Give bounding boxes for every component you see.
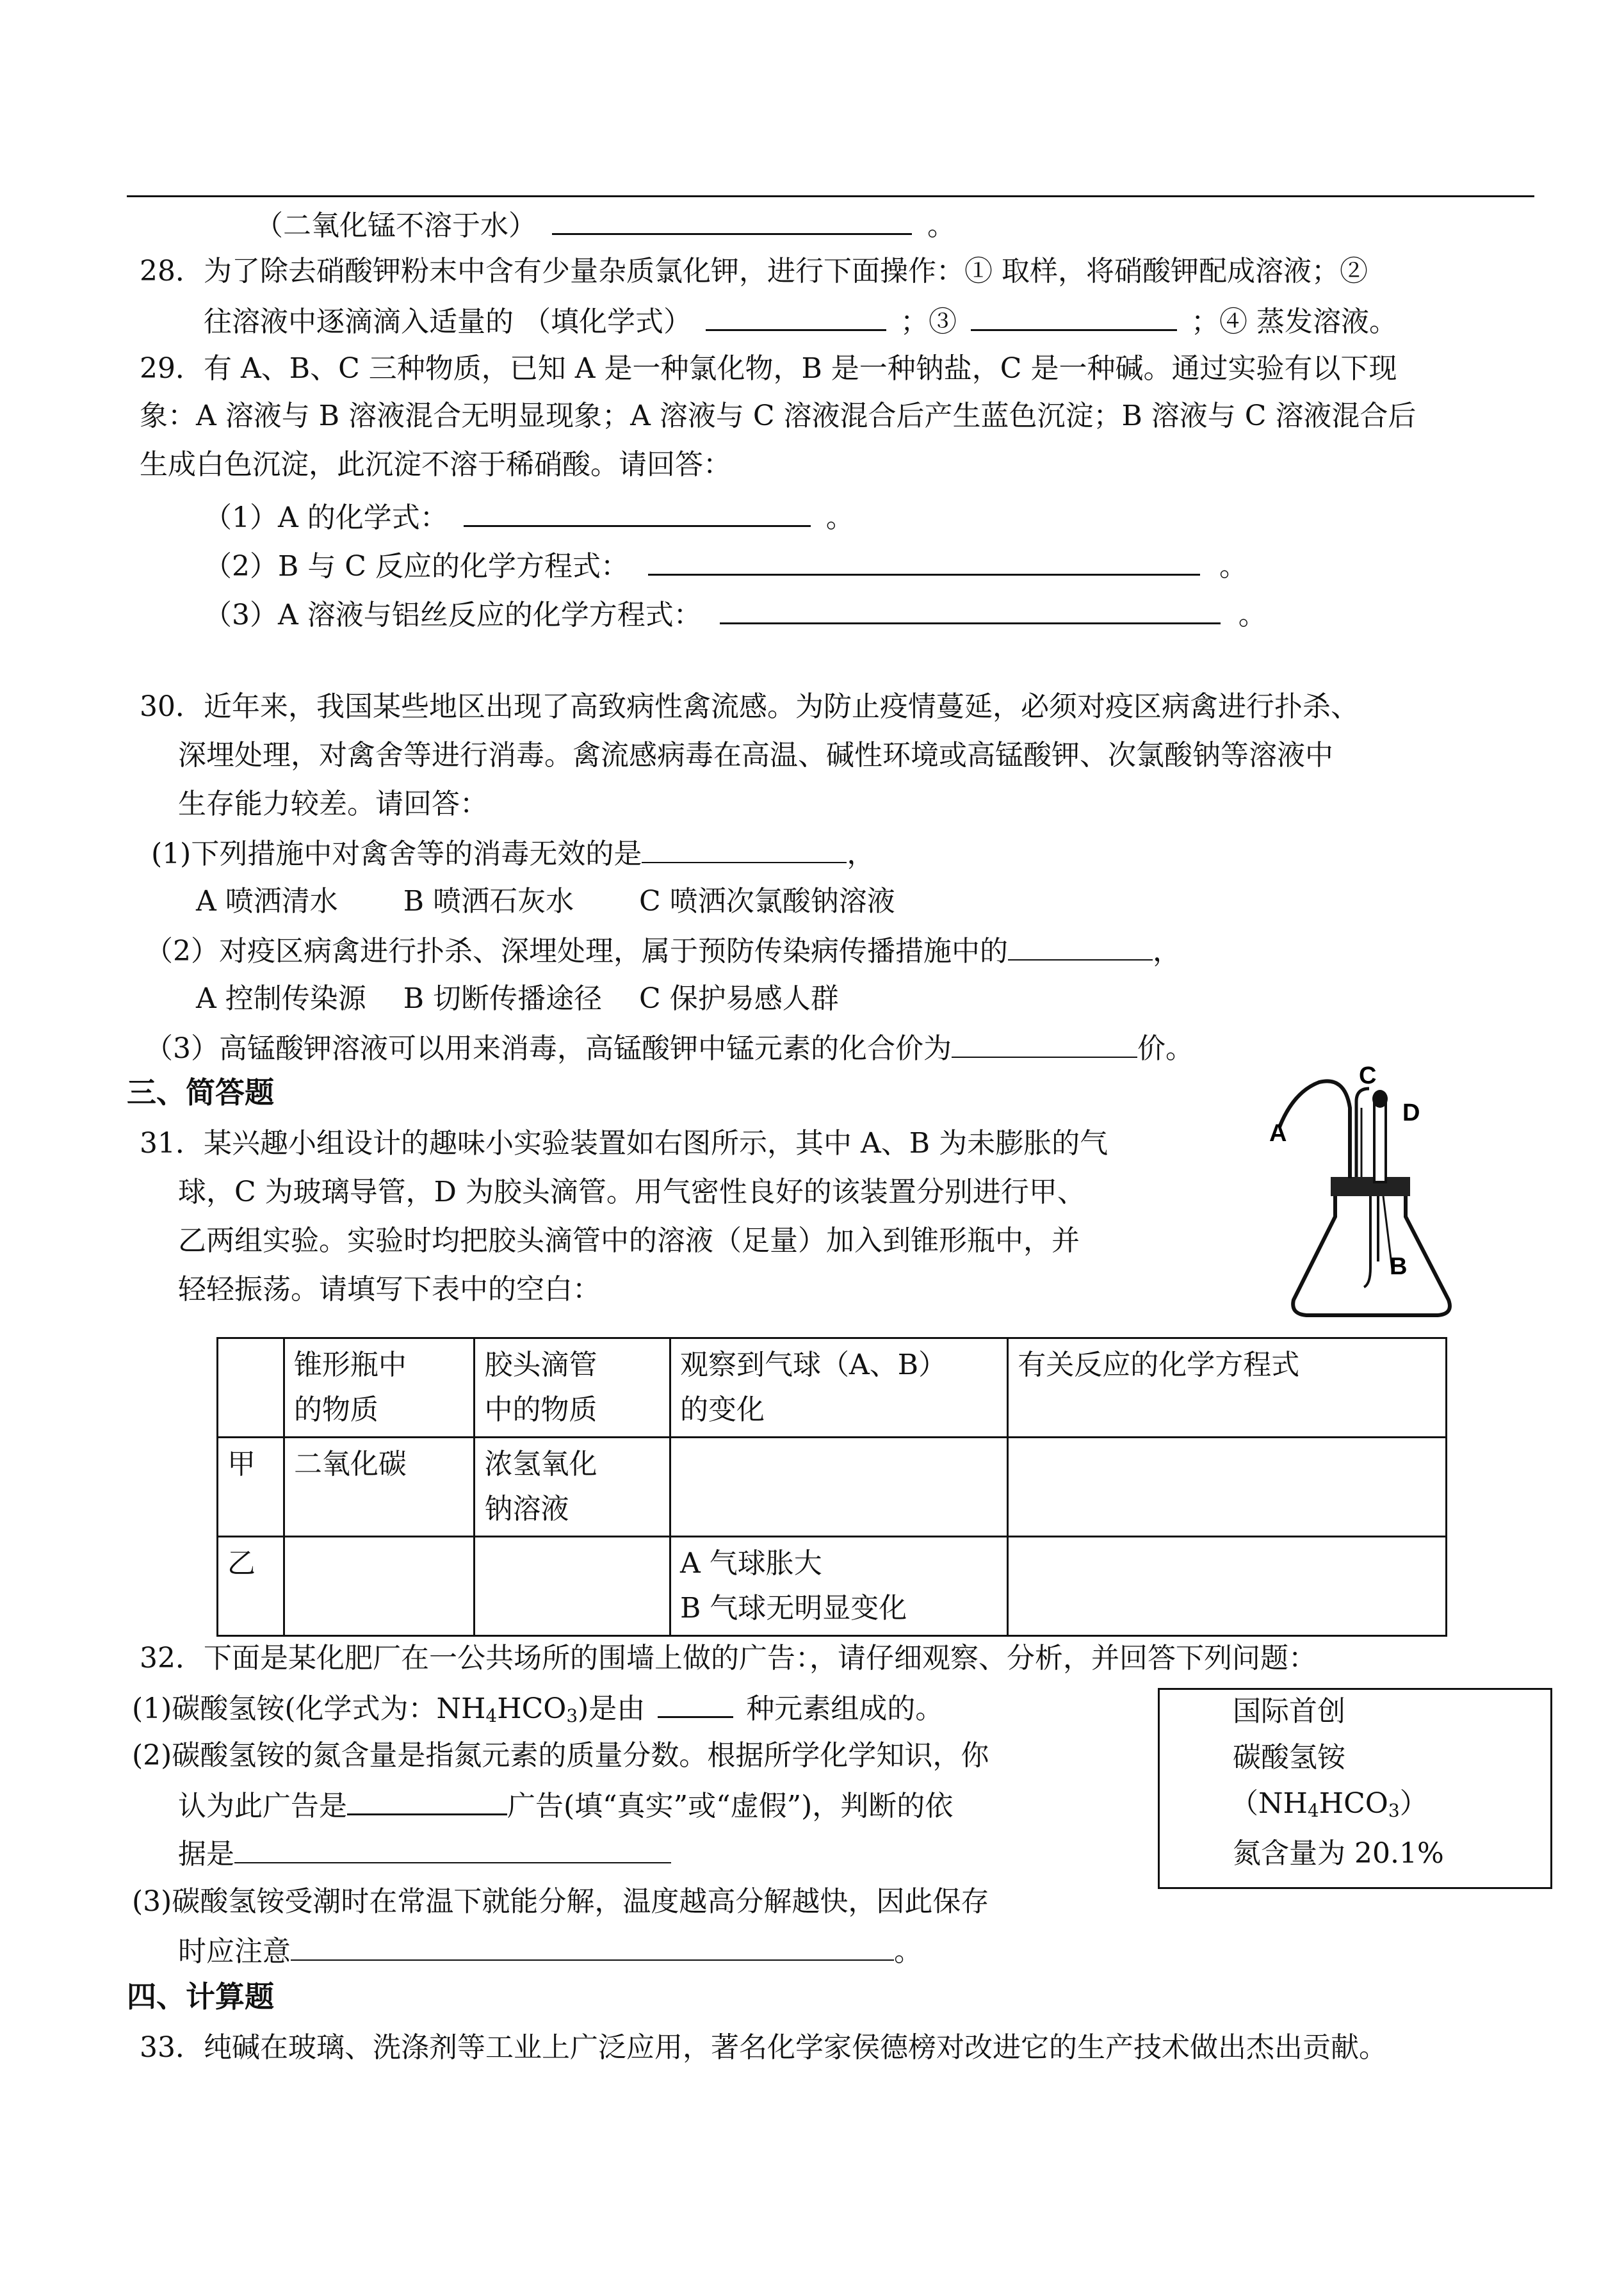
q29-sub-2-blank[interactable] [648,546,1200,576]
q29-sub-3 [204,594,1267,635]
dropper-bulb [1372,1090,1388,1108]
q32-sub-1-text-a: (1)碳酸氢铵(化学式为：NH [132,1692,486,1725]
q28-line-2-text: 往溶液中逐滴滴入适量的 （填化学式） [204,305,692,338]
q30-sub-2-blank[interactable] [1008,931,1153,961]
q32-sub-2-text-c: 据是 [178,1838,234,1870]
q32-storage-blank[interactable] [291,1931,894,1961]
glass-tube-c [1356,1089,1369,1177]
q28-step3-label: ；③ [900,305,957,338]
q31-line-4: 轻轻振荡。请填写下表中的空白： [178,1273,601,1306]
q27-tail-line [255,205,955,245]
q32-intro: 32．下面是某化肥厂在一公共场所的围墙上做的广告：，请仔细观察、分析，并回答下列问题： [140,1642,1317,1675]
q29-sub-1-blank[interactable] [464,497,811,527]
section-4-heading: 四、计算题 [127,1979,274,2014]
q32-sub-1-text-b: HCO [497,1692,567,1725]
q27-tail-text: （二氧化锰不溶于水） [255,209,537,242]
top-rule [127,195,1534,197]
table-answer-cell[interactable] [670,1438,1007,1537]
table-answer-cell[interactable] [475,1537,670,1636]
q32-sub-2-line-1: (2)碳酸氢铵的氮含量是指氮元素的质量分数。根据所学化学知识，你 [132,1739,989,1772]
q29-sub-3-end: 。 [1238,599,1267,631]
experiment-table [216,1337,1447,1637]
balloon-a [1279,1081,1350,1178]
q30-sub-3-text: （3）高锰酸钾溶液可以用来消毒，高锰酸钾中锰元素的化合价为 [145,1032,952,1065]
flask-stopper [1331,1177,1410,1196]
q32-sub-2-line-3 [178,1834,671,1874]
q32-true-false-blank[interactable] [347,1785,507,1815]
q32-sub-3-line-1: (3)碳酸氢铵受潮时在常温下就能分解，温度越高分解越快，因此保存 [132,1885,989,1918]
q32-sub-1-blank[interactable] [658,1688,733,1718]
q29-sub-2-end: 。 [1219,550,1247,583]
q33-line-1: 33．纯碱在玻璃、洗涤剂等工业上广泛应用，著名化学家侯德榜对改进它的生产技术做出杰出贡献。 [140,2031,1387,2064]
table-cell: 二氧化碳 [284,1438,475,1537]
q30-sub-3 [145,1028,1194,1068]
table-answer-cell[interactable] [1008,1438,1447,1537]
q32-reason-blank[interactable] [234,1834,671,1863]
figure-label-b: B [1390,1253,1408,1280]
q32-sub-3-line-2 [178,1931,922,1971]
table-header-cell: 锥形瓶中 的物质 [284,1338,475,1438]
q30-line-2: 深埋处理，对禽舍等进行消毒。禽流感病毒在高温、碱性环境或高锰酸钾、次氯酸钠等溶液中 [178,739,1333,772]
q30-options-1: A 喷洒清水 B 喷洒石灰水 C 喷洒次氯酸钠溶液 [196,885,895,918]
balloon-b [1364,1196,1378,1287]
row-label: 甲 [218,1438,284,1537]
ad-line-1: 国际首创 [1233,1695,1345,1728]
q29-sub-2-text: （2）B 与 C 反应的化学方程式： [204,550,629,583]
q30-line-1: 30．近年来，我国某些地区出现了高致病性禽流感。为防止疫情蔓延，必须对疫区病禽进行扑杀、 [140,690,1359,723]
q29-line-2: 象：A 溶液与 B 溶液混合无明显现象；A 溶液与 C 溶液混合后产生蓝色沉淀；B 溶液与 C 溶液混合后 [140,400,1417,432]
dropper-d [1374,1100,1386,1182]
q32-sub-3-text: 时应注意 [178,1935,291,1968]
q32-sub-2-text-b: 广告(填“真实”或“虚假”)，判断的依 [507,1790,954,1822]
table-header-cell: 观察到气球（A、B） 的变化 [670,1338,1007,1438]
q30-options-2: A 控制传染源 B 切断传播途径 C 保护易感人群 [196,982,839,1015]
table-header-cell: 有关反应的化学方程式 [1008,1338,1447,1438]
q30-sub-1-end: ， [847,838,875,870]
q28-line-2 [204,301,1397,341]
q32-sub-1-subscript-3: 3 [566,1705,578,1726]
q27-tail-end: 。 [927,209,955,242]
q29-sub-1 [204,497,854,537]
q29-sub-1-end: 。 [825,501,854,534]
q32-sub-2-text-a: 认为此广告是 [178,1790,347,1822]
table-header-row [218,1338,1447,1438]
q28-formula-blank[interactable] [706,301,886,331]
table-answer-cell[interactable] [284,1537,475,1636]
q30-sub-1-text: (1)下列措施中对禽舍等的消毒无效的是 [151,838,642,870]
q32-sub-1 [132,1688,943,1735]
row-label: 乙 [218,1537,284,1636]
figure-label-c: C [1359,1062,1377,1089]
table-answer-cell[interactable] [1008,1537,1447,1636]
q29-line-1: 29．有 A、B、C 三种物质，已知 A 是一种氯化物，B 是一种钠盐，C 是一种碱。通过实验有以下现 [140,352,1397,385]
q31-line-2: 球，C 为玻璃导管，D 为胶头滴管。用气密性良好的该装置分别进行甲、 [178,1176,1085,1208]
advertisement-box [1158,1688,1552,1889]
q30-sub-3-blank[interactable] [952,1028,1137,1058]
q30-line-3: 生存能力较差。请回答： [178,788,488,820]
q29-sub-3-text: （3）A 溶液与铝丝反应的化学方程式： [204,599,702,631]
q28-step3-blank[interactable] [971,301,1177,331]
q30-sub-1-blank[interactable] [642,834,847,863]
ad-line-2: 碳酸氢铵 [1233,1741,1345,1774]
q31-line-3: 乙两组实验。实验时均把胶头滴管中的溶液（足量）加入到锥形瓶中，并 [178,1224,1080,1257]
table-cell: 浓氢氧化 钠溶液 [475,1438,670,1537]
q29-line-3: 生成白色沉淀，此沉淀不溶于稀硝酸。请回答： [140,448,731,481]
section-3-heading: 三、简答题 [127,1075,274,1110]
q27-answer-blank[interactable] [552,205,912,235]
q32-sub-3-end: 。 [894,1935,922,1968]
q32-sub-1-subscript-4: 4 [485,1705,498,1726]
table-cell: A 气球胀大 B 气球无明显变化 [670,1537,1007,1636]
figure-label-a: A [1269,1120,1287,1147]
figure-label-d: D [1402,1099,1420,1126]
q32-sub-1-text-c: )是由 [578,1692,646,1725]
q29-sub-2 [204,546,1247,586]
q29-sub-3-blank[interactable] [720,594,1221,624]
flask-apparatus-figure [1269,1062,1479,1326]
q30-sub-1 [151,834,875,873]
q30-sub-2-text: （2）对疫区病禽进行扑杀、深埋处理，属于预防传染病传播措施中的 [145,935,1008,968]
q28-line-1: 28．为了除去硝酸钾粉末中含有少量杂质氯化钾，进行下面操作：① 取样，将硝酸钾配成溶液；② [140,255,1368,288]
q29-sub-1-text: （1）A 的化学式： [204,501,448,534]
q32-sub-2-line-2 [178,1785,953,1826]
q28-step4-text: ；④ 蒸发溶液。 [1191,305,1397,338]
q30-sub-2-end: ， [1153,935,1181,968]
table-header-cell [218,1338,284,1438]
q31-line-1: 31．某兴趣小组设计的趣味小实验装置如右图所示，其中 A、B 为未膨胀的气 [140,1127,1108,1160]
q32-sub-1-end: 种元素组成的。 [746,1692,944,1725]
q30-sub-2 [145,931,1181,971]
table-row [218,1537,1447,1636]
table-header-cell: 胶头滴管 中的物质 [475,1338,670,1438]
ad-line-3: $(NH_4HCO_3)$ [1230,1787,1428,1821]
table-row [218,1438,1447,1537]
ad-line-4: 氮含量为 20.1% [1233,1837,1444,1870]
q30-sub-3-end: 价。 [1137,1032,1194,1065]
